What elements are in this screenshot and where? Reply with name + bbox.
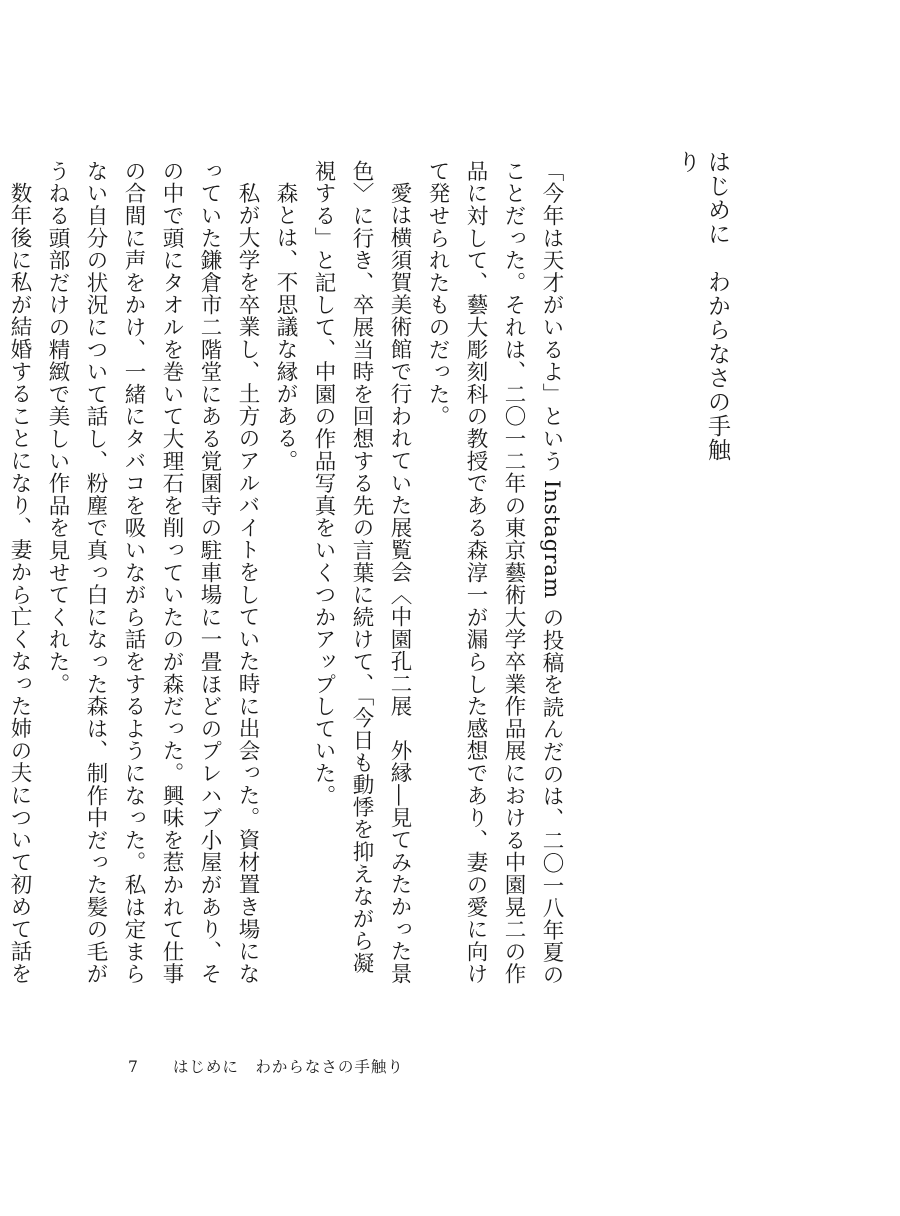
paragraph-2: 愛は横須賀美術館で行われていた展覧会〈中園孔二展 外縁―見てみたかった景色〉に行き、卒展当時を回想する先の言葉に続けて、「今日も動悸を抑えながら凝視する」と記して、中園の作品写真をいくつかアップしていた。 — [311, 160, 412, 985]
chapter-title: はじめに わからなさの手触り — [674, 150, 730, 462]
paragraph-1: 「今年は天才がいるよ」という Instagram の投稿を読んだのは、二〇一八年夏のことだった。それは、二〇一二年の東京藝術大学卒業作品展における中園晃二の作品に対して、藝大彫刻科の教授である森淳一が漏らした感想であり、妻の愛に向けて発せられたものだった。 — [425, 160, 564, 986]
running-title: はじめに わからなさの手触り — [172, 1058, 404, 1076]
page-number: 7 — [128, 1058, 139, 1076]
paragraph-5: 数年後に私が結婚することになり、妻から亡くなった姉の夫について初めて話を — [7, 181, 32, 985]
body-text — [0, 160, 570, 995]
paragraph-3: 森とは、不思議な縁がある。 — [273, 181, 298, 472]
page-footer — [128, 1055, 404, 1077]
paragraph-4: 私が大学を卒業し、土方のアルバイトをしていた時に出会った。資材置き場になっていた鎌倉市二階堂にある覚園寺の駐車場に一畳ほどのプレハブ小屋があり、その中で頭にタオルを巻いて大理石を削っていたのが森だった。興味を惹かれて仕事の合間に声をかけ、一緒にタバコを吸いながら話をするようになった。私は定まらない自分の状況について話し、粉塵で真っ白になった森は、制作中だった髪の毛がうねる頭部だけの精緻で美しい作品を見せてくれた。 — [45, 160, 260, 986]
